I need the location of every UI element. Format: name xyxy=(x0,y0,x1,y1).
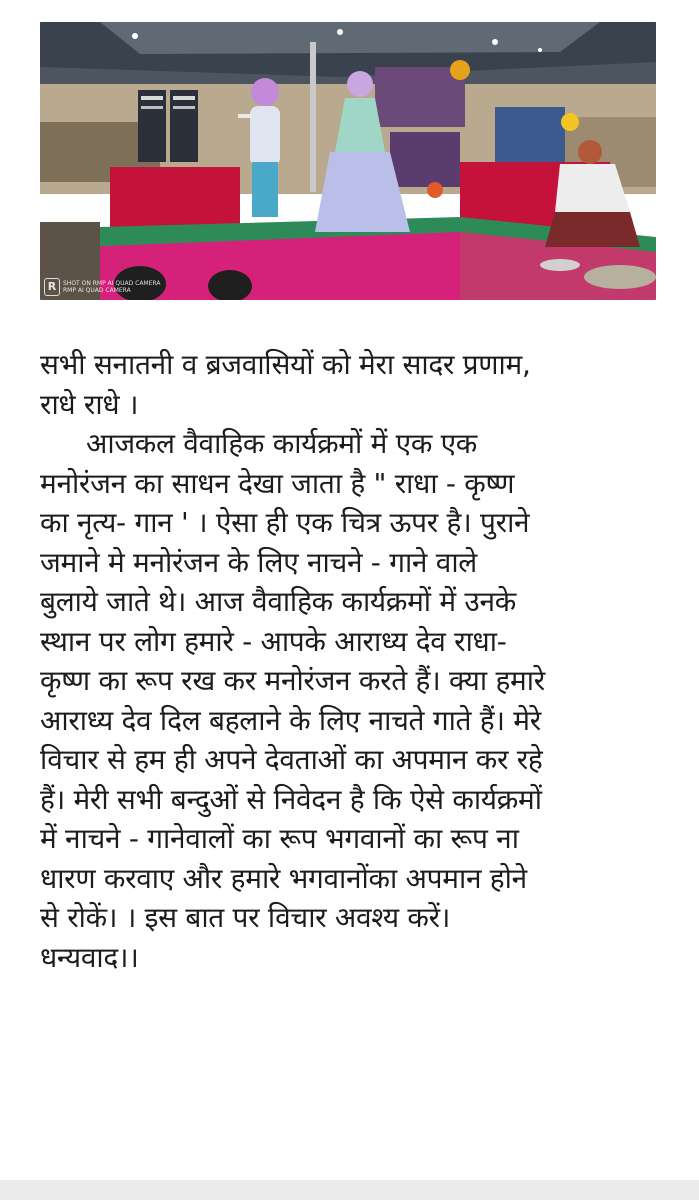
text-line: विचार से हम ही अपने देवताओं का अपमान कर रहे xyxy=(40,743,543,776)
text-line: जमाने मे मनोरंजन के लिए नाचने - गाने वाले xyxy=(40,545,477,579)
text-line: राधे राधे । xyxy=(40,387,139,421)
bottom-bar xyxy=(0,1180,699,1200)
text-line: स्थान पर लोग हमारे - आपके आराध्य देव राधा- xyxy=(40,624,507,658)
text-line: में नाचने - गानेवालों का रूप भगवानों का रूप ना xyxy=(40,822,519,855)
paragraph-start-line: आजकल वैवाहिक कार्यक्रमों में एक एक xyxy=(86,427,478,460)
text-line: हैं। मेरी सभी बन्दुओं से निवेदन है कि ऐसे कार्यक्रमों xyxy=(40,782,542,816)
watermark-text: SHOT ON RMP AI QUAD CAMERA RMP AI QUAD CAMERA xyxy=(63,280,161,294)
text-line: धन्यवाद।। xyxy=(40,940,139,974)
text-line: से रोकें। । इस बात पर विचार अवश्य करें। xyxy=(40,901,451,934)
text-line: आराध्य देव दिल बहलाने के लिए नाचते गाते हैं। मेरे xyxy=(40,703,541,737)
text-line: का नृत्य- गान ' । ऐसा ही एक चित्र ऊपर है। पुराने xyxy=(40,506,530,539)
text-line: कृष्ण का रूप रख कर मनोरंजन करते हैं। क्या हमारे xyxy=(40,664,545,697)
text-line: सभी सनातनी व ब्रजवासियों को मेरा सादर प्रणाम, xyxy=(40,348,531,381)
text-line: धारण करवाए और हमारे भगवानोंका अपमान होने xyxy=(40,861,527,895)
article-text xyxy=(40,345,670,977)
stage-performance-photo xyxy=(40,22,656,300)
text-line: बुलाये जाते थे। आज वैवाहिक कार्यक्रमों में उनके xyxy=(40,585,516,618)
text-line: मनोरंजन का साधन देखा जाता है " राधा - कृष्ण xyxy=(40,466,515,500)
camera-watermark xyxy=(44,278,160,296)
camera-logo-icon: R xyxy=(44,278,60,296)
